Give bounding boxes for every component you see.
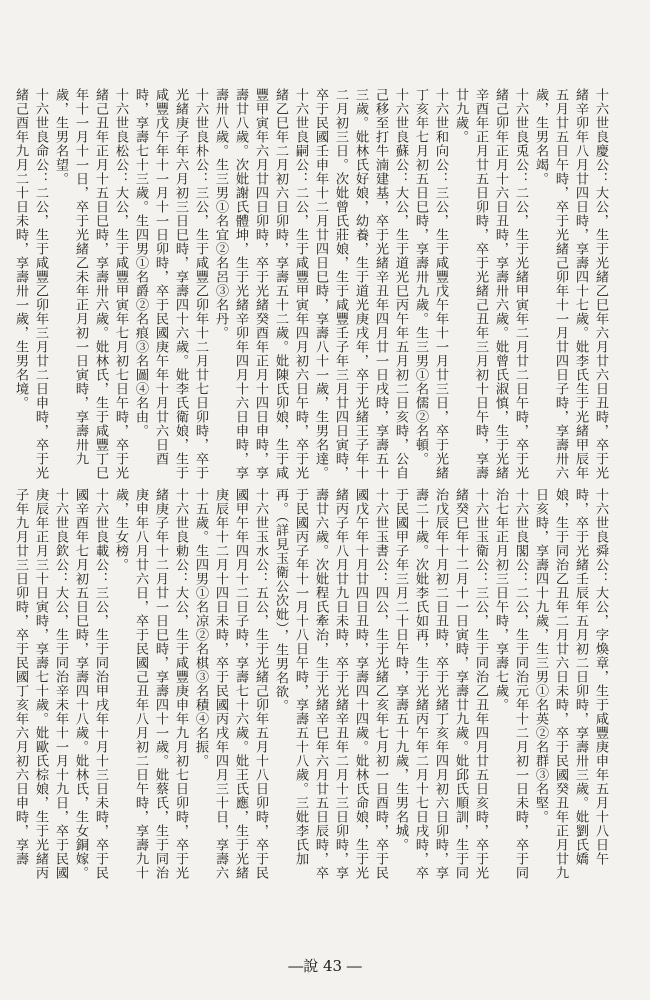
genealogy-entry: 十六世良嗣公：二公，生于咸豐甲寅年四月初六日午時，卒于光緒乙巳年二月初六日卯時，享壽五十二歲。妣陳氏卯娘，生于咸豐甲寅年六月廿四日卯時，卒于光緒癸酉年正月十四日申時，享壽廿八歲。次妣謝氏體坤，生于光緒辛卯年四月十六日申時，享壽卅八歲。生三男①名宜②名呂③名丹。 (213, 88, 308, 480)
genealogy-entry: 十六世良勅公：大公，生于咸豐庚申年九月初七日卯時，卒于光緒庚子年十二月廿一日巳時，享壽四十一歲。妣蔡氏，生于同治庚申年八月廿六日，卒于民國己丑年八月初二日午時，享壽九十歲，生女榜。 (113, 488, 188, 880)
genealogy-entry: 十六世和向公：三公，生于咸豐戊午年十一月廿三日，卒于光緒丁亥年七月初五日巳時，享壽卅九歲。生三男①名儒②名頓。 (413, 88, 448, 480)
genealogy-entry: 十六世良松公：大公，生于咸豐甲寅年七月初七日午時，卒于光緒己丑年正月十五日巳時，享壽卅六歲。妣林氏，生于咸豐丁巳年十一月十一日，卒于光緒乙未年正月初一日寅時，享壽卅九歲，生男名望。 (53, 88, 128, 480)
genealogy-entry: 十六世良欽公：大公，生于同治辛未年十一月十九日，卒于民國庚辰年正月三十日寅時，享壽七十歲。妣歐氏棕娘，生于光緒丙子年九月廿三日卯時，卒于民國丁亥年六月初六日申時，享壽 (13, 488, 68, 880)
genealogy-entry: 十六世良朴公：三公，生于咸豐乙卯年十二月廿七日卯時，卒于光緒庚子年六月初三日巳時，享壽四十六歲。妣李氏衛娘，生于咸豐戊午年十一月十一日卯時，卒于民國庚午年十月廿六日酉時，享壽七十三歲。生四男①名爵②名痕③名圖④名由。 (133, 88, 208, 480)
genealogy-entry: 十六世良舜公：大公，字煥章，生于咸豐庚申年五月十八日午時，卒于光緒壬辰年五月初二日卯時，享壽卅三歲。妣劉氏嬌娘，生于同治乙丑年二月廿六日未時，卒于民國癸丑年正月廿九日亥時，享壽四十九歲，生三男①名英②名群③名堅。 (533, 488, 608, 880)
genealogy-entry: 十六世良閣公：二公，生于同治元年十二月初一日未時，卒于同治七年正月初三日午時，享壽七歲。 (493, 488, 528, 880)
genealogy-entry: 十六世良慶公：大公，生于光緒乙巳年六月廿六日丑時，卒于光緒辛卯年八月廿四日時，享壽四十七歲。妣李氏生于光緒甲辰年五月廿五日午時，卒于光緒己卯年十一月廿四日子時，享壽卅六歲，生男名竭。 (533, 88, 608, 480)
genealogy-entry: 十六世玉水公：五公，生于光緒己卯年五月十八日卯時，卒于民國甲午年四月十二日子時，享壽七十六歲。妣王氏應，生于光緒庚辰年十二月十四日未時，卒于民國丙戌年四月三十日，享壽六十五歲。生四男①名凉②名棋③名積④名振。 (193, 488, 268, 880)
genealogy-entry: 十六世良命公：二公，生于咸豐乙卯年三月廿二日申時，卒于光緒己酉年九月二十日未時，享壽卅一歲，生男名境。 (13, 88, 48, 480)
genealogy-entry: 十六世良兎公：二公，生于光緒甲寅年二月廿二日午時，卒于光緒己卯年正月十六日丑時，享壽卅六歲。妣曾氏淑慎，生于光緒辛酉年正月廿五日卯時，卒于光緒己丑年三月初十日午時，享壽廿九歲。 (453, 88, 528, 480)
genealogy-entry: 十六世玉衛公：三公，生于同治乙丑年四月廿五日亥時，卒于光緒癸巳年十二月十一日寅時，享壽廿九歲。妣邱氏順訓，生于同治戊辰年十月初二日丑時，卒于光緒丁亥年四月初六日卯時，享壽二十歲。次妣李氏如再，生于光緒丙午年二月十七日戌時，卒于民國甲子年三月二十日午時，享壽五十九歲，生男名城。 (393, 488, 488, 880)
top-entries-block (13, 88, 610, 483)
genealogy-entry: 十六世良載公：三公，生于同治甲戌年十月十三日未時，卒于民國辛酉年七月初五日巳時，享壽四十八歲。妣林氏，生女銅嫁。 (73, 488, 108, 880)
genealogy-entry: 十六世玉書公：四公，生于光緒乙亥年七月初一日酉時，卒于民國戊午年十月廿四日丑時，享壽四十四歲。妣林氏命娘，生于光緒丙子年八月廿九日未時，卒于光緒辛丑年二月十三日卯時，享壽廿六歲。次妣程氏牽治，生于光緒辛巳年六月廿五日辰時，卒于民國丙子年十一月十八日午時，享壽五十八歲。三妣李氏加再。（詳見玉衛公次妣），生男名欲。 (273, 488, 388, 880)
genealogy-entry: 十六世良蘇公：大公，生于道光巳丙午年五月初二日亥時，公自己移至打牛湳建基，卒于光緒辛丑年四月廿一日戌時，享壽五十三歲。妣林氏好娘，幼養，生于道光庚戌年，卒于光緒王子年十二月初三日。次妣曾氏莊娘，生于咸豐壬子年三月廿四日寅時，卒于民國壬申年十二月廿四日巳時，享壽八十一歲，生男名達。 (313, 88, 408, 480)
page-number: ―說 43 ― (288, 957, 362, 975)
bottom-entries-block (13, 488, 610, 893)
